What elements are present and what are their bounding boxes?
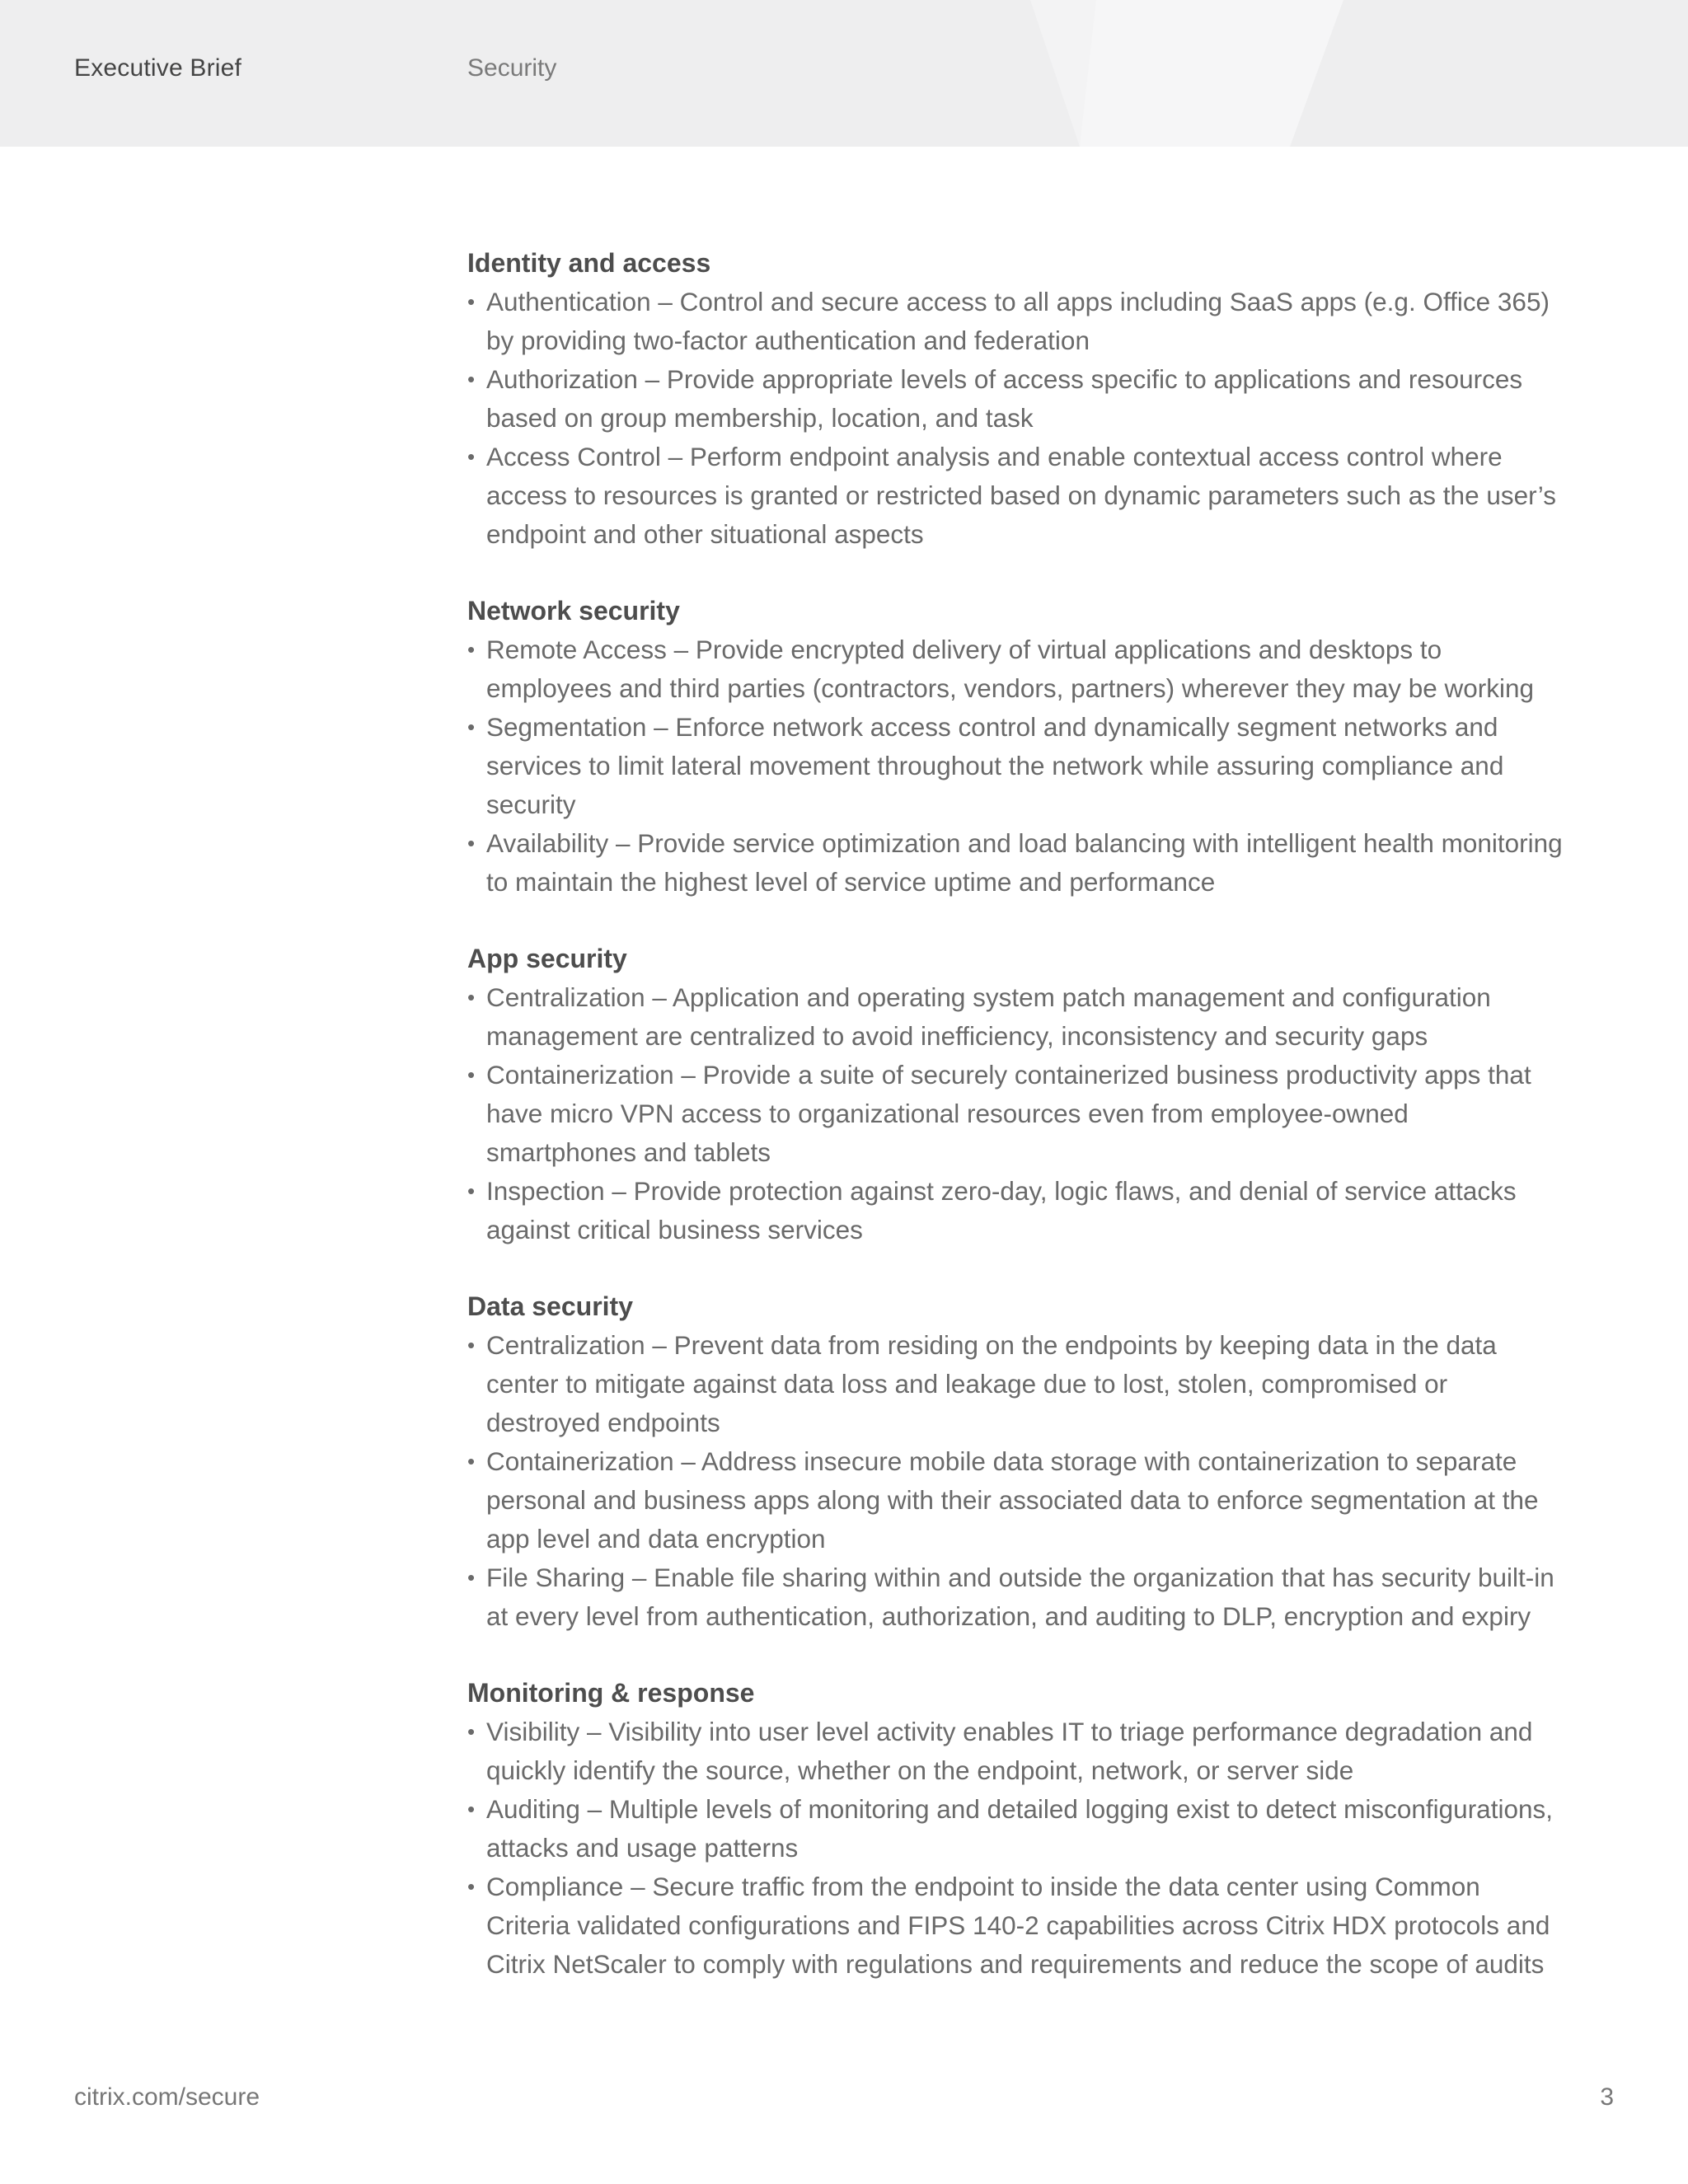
list-item xyxy=(467,1868,1564,1984)
section-identity-and-access xyxy=(467,244,1564,554)
footer-url-link[interactable]: citrix.com/secure xyxy=(74,2083,260,2111)
section-title: App security xyxy=(467,944,627,973)
list-item xyxy=(467,708,1564,824)
list-item xyxy=(467,438,1564,554)
section-title: Identity and access xyxy=(467,248,711,278)
list-item-text: Auditing – Multiple levels of monitoring and detailed logging exist to detect misconfigurations, attacks and usage patterns xyxy=(486,1794,1553,1863)
bullet-list xyxy=(467,978,1564,1249)
list-item-text: Availability – Provide service optimization and load balancing with intelligent health monitoring to maintain the highest level of service uptime and performance xyxy=(486,828,1563,897)
bullet-icon: • xyxy=(467,444,476,469)
list-item xyxy=(467,1056,1564,1172)
bullet-icon: • xyxy=(467,1797,476,1821)
list-item-text: Compliance – Secure traffic from the endpoint to inside the data center using Common Criteria validated configurations and FIPS 140-2 capabilities across Citrix HDX protocols and Citrix NetScaler to comply with regulations and requirements and reduce the scope of audits xyxy=(486,1872,1550,1979)
bullet-icon: • xyxy=(467,1874,476,1899)
list-item xyxy=(467,1326,1564,1442)
list-item-text: Centralization – Application and operating system patch management and configuration management are centralized to avoid inefficiency, inconsistency and security gaps xyxy=(486,982,1491,1051)
section-data-security xyxy=(467,1287,1564,1636)
page-number: 3 xyxy=(1600,2083,1614,2111)
bullet-icon: • xyxy=(467,1449,476,1474)
list-item xyxy=(467,1713,1564,1790)
list-item xyxy=(467,630,1564,708)
list-item xyxy=(467,1790,1564,1868)
section-network-security xyxy=(467,592,1564,902)
bullet-icon: • xyxy=(467,715,476,739)
list-item-text: File Sharing – Enable file sharing within and outside the organization that has security built-in at every level from authentication, authorization, and auditing to DLP, encryption and expiry xyxy=(486,1563,1554,1631)
section-title: Data security xyxy=(467,1291,633,1321)
section-title: Monitoring & response xyxy=(467,1678,755,1708)
list-item-text: Segmentation – Enforce network access control and dynamically segment networks and services to limit lateral movement throughout the network while assuring compliance and security xyxy=(486,712,1504,819)
bullet-icon: • xyxy=(467,1062,476,1087)
bullet-icon: • xyxy=(467,637,476,662)
page-header xyxy=(0,0,1688,147)
header-decoration xyxy=(0,0,1688,147)
section-app-security xyxy=(467,940,1564,1249)
bullet-icon: • xyxy=(467,289,476,314)
bullet-icon: • xyxy=(467,1719,476,1744)
list-item-text: Authorization – Provide appropriate levels of access specific to applications and resources based on group membership, location, and task xyxy=(486,364,1523,433)
list-item-text: Inspection – Provide protection against zero-day, logic flaws, and denial of service attacks against critical business services xyxy=(486,1176,1517,1244)
list-item-text: Remote Access – Provide encrypted delivery of virtual applications and desktops to employees and third parties (contractors, vendors, partners) wherever they may be working xyxy=(486,635,1535,703)
document-topic-label: Security xyxy=(467,54,557,82)
bullet-list xyxy=(467,1713,1564,1984)
bullet-icon: • xyxy=(467,1565,476,1590)
list-item-text: Centralization – Prevent data from residing on the endpoints by keeping data in the data center to mitigate against data loss and leakage due to lost, stolen, compromised or destroyed endpoints xyxy=(486,1330,1497,1437)
list-item-text: Containerization – Provide a suite of securely containerized business productivity apps that have micro VPN access to organizational resources even from employee-owned smartphones and tablets xyxy=(486,1060,1531,1167)
list-item xyxy=(467,1172,1564,1249)
list-item xyxy=(467,824,1564,902)
bullet-icon: • xyxy=(467,1179,476,1203)
section-title: Network security xyxy=(467,596,680,626)
list-item xyxy=(467,360,1564,438)
bullet-icon: • xyxy=(467,985,476,1010)
bullet-icon: • xyxy=(467,1333,476,1357)
list-item xyxy=(467,1442,1564,1558)
document-type-label: Executive Brief xyxy=(74,54,242,82)
bullet-icon: • xyxy=(467,831,476,855)
list-item-text: Authentication – Control and secure access to all apps including SaaS apps (e.g. Office 365) by providing two-factor authentication and federation xyxy=(486,287,1550,355)
bullet-icon: • xyxy=(467,367,476,391)
list-item-text: Containerization – Address insecure mobile data storage with containerization to separate personal and business apps along with their associated data to enforce segmentation at the app level and data encryption xyxy=(486,1446,1539,1554)
main-content xyxy=(467,244,1564,2022)
list-item xyxy=(467,283,1564,360)
list-item-text: Visibility – Visibility into user level activity enables IT to triage performance degradation and quickly identify the source, whether on the endpoint, network, or server side xyxy=(486,1717,1533,1785)
bullet-list xyxy=(467,283,1564,554)
bullet-list xyxy=(467,630,1564,902)
bullet-list xyxy=(467,1326,1564,1636)
list-item xyxy=(467,978,1564,1056)
section-monitoring-and-response xyxy=(467,1674,1564,1984)
list-item-text: Access Control – Perform endpoint analysis and enable contextual access control where access to resources is granted or restricted based on dynamic parameters such as the user’s endpoint and other situational aspects xyxy=(486,442,1556,549)
list-item xyxy=(467,1558,1564,1636)
